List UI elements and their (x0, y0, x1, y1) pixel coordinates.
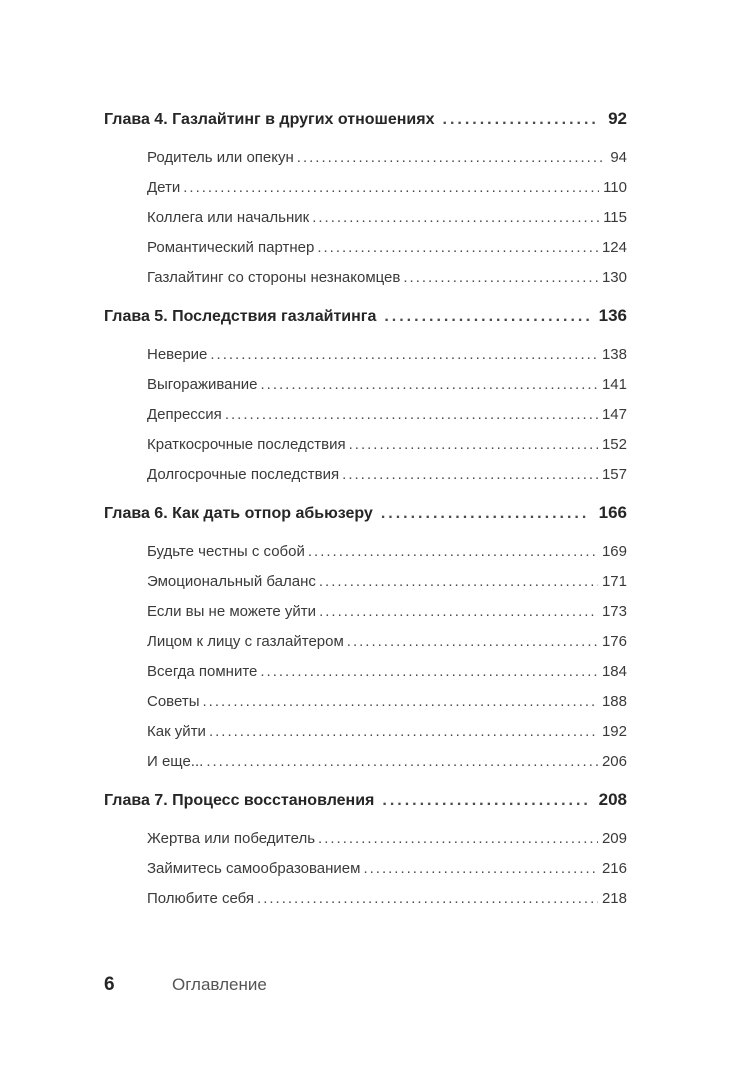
section-page-number: 218 (601, 890, 627, 907)
section-entry (104, 460, 627, 490)
section-title: Родитель или опекун (147, 149, 294, 166)
dot-leader (260, 657, 598, 687)
dot-leader (403, 263, 598, 293)
chapter-title: Глава 4. Газлайтинг в других отношениях (104, 111, 435, 128)
page-number: 6 (104, 974, 115, 995)
dot-leader (183, 173, 599, 203)
section-page-number: 138 (601, 346, 627, 363)
section-entry (104, 400, 627, 430)
section-entry (104, 657, 627, 687)
toc-chapter (104, 103, 627, 293)
section-entry (104, 687, 627, 717)
section-title: Депрессия (147, 406, 222, 423)
section-entry (104, 370, 627, 400)
section-title: Неверие (147, 346, 208, 363)
section-entry (104, 430, 627, 460)
section-page-number: 152 (601, 436, 627, 453)
section-title: Жертва или победитель (147, 830, 316, 847)
section-title: Советы (147, 693, 200, 710)
section-page-number: 157 (601, 466, 627, 483)
section-title: Эмоциональный баланс (147, 573, 316, 590)
section-entry (104, 884, 627, 914)
chapter-page-number: 208 (598, 790, 627, 809)
dot-leader (319, 597, 598, 627)
section-title: Долгосрочные последствия (147, 466, 340, 483)
section-page-number: 141 (601, 376, 627, 393)
section-page-number: 192 (601, 723, 627, 740)
chapter-page-number: 166 (598, 503, 627, 522)
section-page-number: 206 (601, 753, 627, 770)
chapter-page-number: 136 (598, 306, 627, 325)
dot-leader (261, 370, 598, 400)
section-page-number: 209 (601, 830, 627, 847)
chapter-entry (104, 300, 627, 332)
section-page-number: 94 (610, 149, 627, 166)
section-page-number: 216 (601, 860, 627, 877)
chapter-title: Глава 6. Как дать отпор абьюзеру (104, 505, 373, 522)
section-title: Если вы не можете уйти (147, 603, 317, 620)
section-entry (104, 747, 627, 777)
section-entry (104, 824, 627, 854)
section-page-number: 147 (601, 406, 627, 423)
dot-leader (318, 824, 598, 854)
section-entry (104, 717, 627, 747)
section-title: Как уйти (147, 723, 206, 740)
section-page-number: 124 (601, 239, 627, 256)
dot-leader (317, 233, 598, 263)
dot-leader (319, 567, 598, 597)
section-page-number: 171 (601, 573, 627, 590)
dot-leader (202, 687, 597, 717)
dot-leader (342, 460, 598, 490)
toc-chapter (104, 300, 627, 490)
section-entry (104, 233, 627, 263)
section-entry (104, 854, 627, 884)
dot-leader (312, 203, 599, 233)
section-title: Краткосрочные последствия (147, 436, 346, 453)
table-of-contents (104, 103, 627, 914)
dot-leader (443, 104, 599, 136)
dot-leader (225, 400, 598, 430)
dot-leader (257, 884, 598, 914)
page-footer (104, 970, 267, 1000)
running-head: Оглавление (172, 975, 267, 994)
section-page-number: 173 (601, 603, 627, 620)
section-entry (104, 203, 627, 233)
dot-leader (210, 340, 598, 370)
dot-leader (297, 143, 607, 173)
chapter-entry (104, 103, 627, 135)
dot-leader (363, 854, 598, 884)
section-title: И еще... (147, 753, 204, 770)
dot-leader (209, 717, 598, 747)
section-title: Лицом к лицу с газлайтером (147, 633, 344, 650)
toc-chapter (104, 497, 627, 777)
chapter-title: Глава 7. Процесс восстановления (104, 792, 375, 809)
section-title: Газлайтинг со стороны незнакомцев (147, 269, 401, 286)
section-entry (104, 567, 627, 597)
section-title: Займитесь самообразованием (147, 860, 361, 877)
section-entry (104, 340, 627, 370)
section-title: Коллега или начальник (147, 209, 310, 226)
chapter-title: Глава 5. Последствия газлайтинга (104, 308, 377, 325)
chapter-entry (104, 497, 627, 529)
section-entry (104, 537, 627, 567)
section-entry (104, 143, 627, 173)
section-page-number: 188 (601, 693, 627, 710)
dot-leader (347, 627, 598, 657)
dot-leader (308, 537, 598, 567)
section-page-number: 110 (603, 179, 627, 196)
chapter-page-number: 92 (608, 109, 627, 128)
dot-leader (381, 498, 589, 530)
section-page-number: 184 (601, 663, 627, 680)
section-page-number: 115 (603, 209, 627, 226)
section-page-number: 169 (601, 543, 627, 560)
chapter-entry (104, 784, 627, 816)
section-page-number: 130 (601, 269, 627, 286)
section-title: Будьте честны с собой (147, 543, 305, 560)
dot-leader (206, 747, 598, 777)
toc-chapter (104, 784, 627, 914)
section-title: Полюбите себя (147, 890, 255, 907)
section-page-number: 176 (601, 633, 627, 650)
section-entry (104, 627, 627, 657)
section-title: Романтический партнер (147, 239, 315, 256)
section-entry (104, 173, 627, 203)
dot-leader (349, 430, 598, 460)
dot-leader (382, 785, 588, 817)
section-title: Дети (147, 179, 181, 196)
section-entry (104, 597, 627, 627)
dot-leader (384, 301, 588, 333)
section-entry (104, 263, 627, 293)
section-title: Всегда помните (147, 663, 258, 680)
section-title: Выгораживание (147, 376, 258, 393)
